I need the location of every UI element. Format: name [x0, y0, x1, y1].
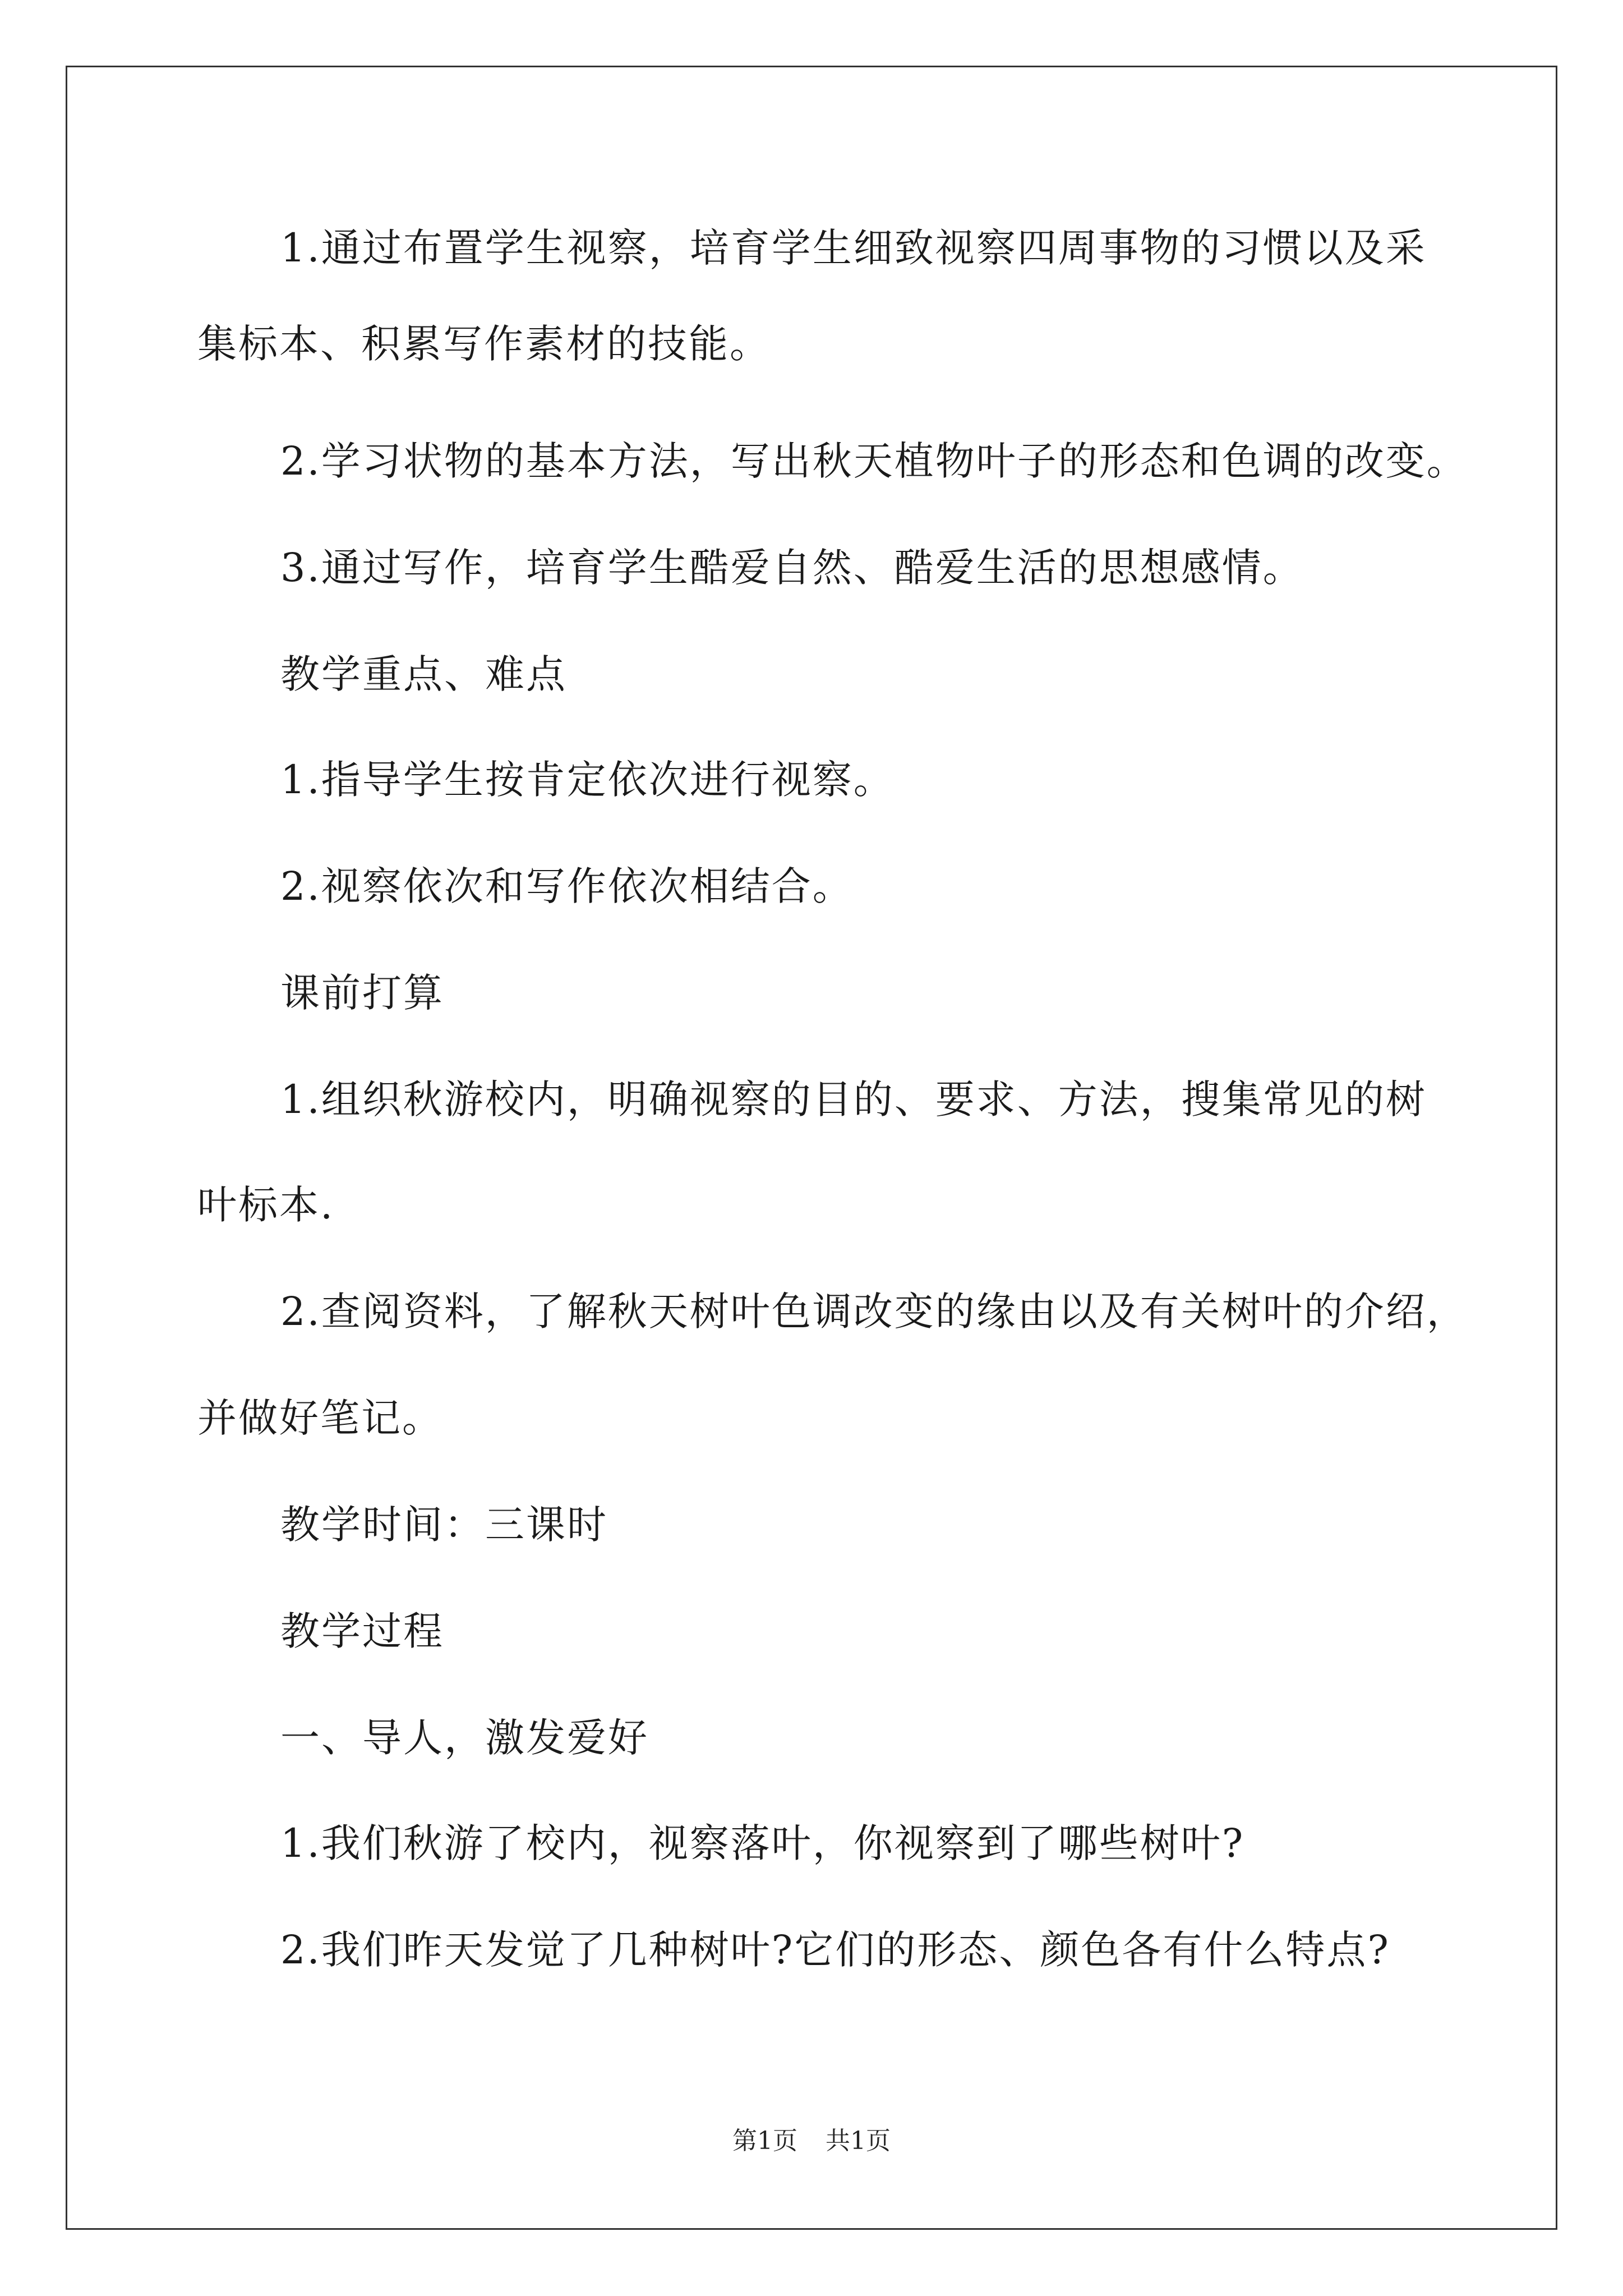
- section-heading: 教学时间：三课时: [280, 1502, 608, 1548]
- paragraph-line: 集标本、积累写作素材的技能。: [197, 321, 771, 367]
- page-number: 第1页: [732, 2127, 797, 2155]
- section-heading: 一、导人，激发爱好: [280, 1715, 649, 1761]
- section-heading: 教学过程: [280, 1608, 444, 1654]
- page-border: [66, 66, 1557, 2230]
- section-heading: 课前打算: [280, 970, 444, 1016]
- paragraph-line: 2.视察依次和写作依次相结合。: [280, 863, 854, 909]
- paragraph-line: 叶标本.: [197, 1182, 335, 1228]
- paragraph-line: 1.指导学生按肯定依次进行视察。: [280, 757, 895, 803]
- paragraph-line: 2.学习状物的基本方法，写出秋天植物叶子的形态和色调的改变。: [280, 438, 1468, 484]
- page-total: 共1页: [826, 2127, 891, 2155]
- paragraph-line: 2.我们昨天发觉了几种树叶?它们的形态、颜色各有什么特点?: [280, 1927, 1390, 1973]
- section-heading: 教学重点、难点: [280, 651, 567, 697]
- paragraph-line: 1.通过布置学生视察，培育学生细致视察四周事物的习惯以及采: [280, 225, 1427, 271]
- paragraph-line: 2.查阅资料，了解秋天树叶色调改变的缘由以及有关树叶的介绍，: [280, 1289, 1468, 1335]
- paragraph-line: 1.组织秋游校内，明确视察的目的、要求、方法，搜集常见的树: [280, 1076, 1427, 1122]
- paragraph-line: 3.通过写作，培育学生酷爱自然、酷爱生活的思想感情。: [280, 545, 1304, 591]
- page-footer: [0, 2124, 1623, 2158]
- paragraph-line: 1.我们秋游了校内，视察落叶，你视察到了哪些树叶?: [280, 1820, 1245, 1866]
- paragraph-line: 并做好笔记。: [197, 1395, 443, 1441]
